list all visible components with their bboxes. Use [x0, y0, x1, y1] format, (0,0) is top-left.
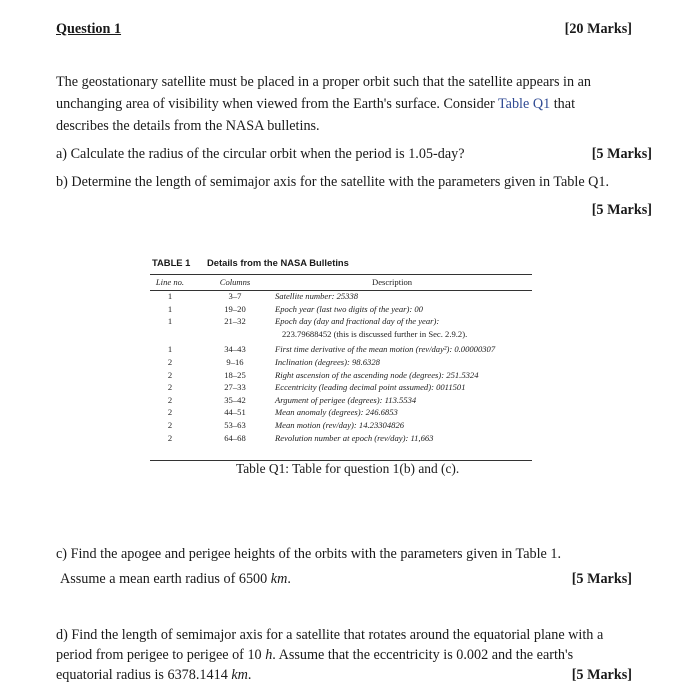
- part-b-text: b) Determine the length of semimajor axis for the satellite with the parameters given in Table Q1.: [56, 174, 610, 190]
- table-row: [0, 408, 681, 419]
- cell-columns: 64–68: [224, 432, 246, 443]
- part-c-line-2-text: Assume a mean earth radius of 6500 km.: [60, 571, 291, 587]
- intro-line-2: [56, 95, 575, 113]
- cell-description: Eccentricity (leading decimal point assumed): 0011501: [275, 382, 466, 393]
- cell-description: First time derivative of the mean motion (rev/day²): 0.00000307: [275, 344, 496, 355]
- cell-description: Mean motion (rev/day): 14.23304826: [275, 420, 405, 430]
- cell-description: Inclination (degrees): 98.6328: [275, 357, 380, 367]
- cell-columns: 21–32: [224, 316, 246, 327]
- table-top-rule: [150, 274, 532, 275]
- table-row: [0, 317, 681, 328]
- cell-line-no: 2: [167, 369, 173, 380]
- table-header-row: [0, 278, 681, 290]
- cell-description: Revolution number at epoch (rev/day): 11,663: [275, 432, 434, 443]
- cell-line-no: 2: [167, 420, 173, 430]
- table-row: [0, 396, 681, 407]
- question-title: Question 1: [56, 21, 122, 37]
- table-row: [0, 292, 681, 303]
- intro-line-3: describes the details from the NASA bulletins.: [56, 118, 320, 134]
- part-b-marks: [5 Marks]: [591, 202, 652, 218]
- cell-columns: 35–42: [224, 394, 246, 405]
- table-row: [0, 383, 681, 394]
- header-description: Description: [372, 277, 413, 287]
- table-q1-link[interactable]: Table Q1: [497, 96, 551, 112]
- table-row: [0, 345, 681, 356]
- part-c-line-2: [60, 570, 291, 588]
- cell-columns: 34–43: [224, 344, 246, 355]
- part-c-marks: [5 Marks]: [571, 571, 632, 587]
- cell-line-no: 2: [167, 382, 173, 393]
- cell-line-no: 2: [167, 394, 173, 405]
- cell-columns: 19–20: [224, 303, 246, 314]
- part-a-marks: [5 Marks]: [591, 146, 652, 162]
- cell-line-no: 2: [167, 407, 173, 418]
- cell-line-no: 2: [167, 357, 173, 367]
- part-a-text: a) Calculate the radius of the circular orbit when the period is 1.05-day?: [56, 146, 465, 162]
- cell-description: Epoch year (last two digits of the year): 00: [275, 303, 423, 314]
- table-label: TABLE 1: [152, 257, 191, 268]
- cell-description: Argument of perigee (degrees): 113.5534: [275, 394, 417, 405]
- table-body: [0, 292, 681, 457]
- table-caption: Table Q1: Table for question 1(b) and (c).: [236, 461, 460, 476]
- part-d-line-3-text: equatorial radius is 6378.1414 km.: [56, 667, 252, 683]
- intro-line-2-text: unchanging area of visibility when viewed from the Earth's surface. Consider: [56, 96, 498, 112]
- total-marks: [20 Marks]: [564, 21, 632, 37]
- part-c-line-1: c) Find the apogee and perigee heights of the orbits with the parameters given in Table 1.: [56, 546, 562, 562]
- cell-columns: 53–63: [224, 420, 246, 430]
- cell-columns: 27–33: [224, 382, 246, 393]
- part-d-line-1: d) Find the length of semimajor axis for a satellite that rotates around the equatorial plane with a: [56, 627, 604, 643]
- cell-line-no: 2: [167, 432, 173, 443]
- cell-line-no: 1: [167, 291, 173, 301]
- cell-description: Satellite number: 25338: [275, 291, 359, 301]
- cell-line-no: 1: [167, 303, 173, 314]
- cell-description: Epoch day (day and fractional day of the year):: [275, 316, 440, 327]
- table-title: Details from the NASA Bulletins: [207, 257, 349, 268]
- table-row: [0, 421, 681, 432]
- cell-line-no: 1: [167, 316, 173, 327]
- intro-line-1: The geostationary satellite must be placed in a proper orbit such that the satellite appears in an: [56, 74, 592, 90]
- cell-description: Right ascension of the ascending node (degrees): 251.5324: [275, 369, 479, 380]
- table-row: [0, 371, 681, 382]
- part-d-marks: [5 Marks]: [571, 667, 632, 683]
- cell-description: 223.79688452 (this is discussed further in Sec. 2.9.2).: [282, 328, 468, 339]
- header-columns: Columns: [219, 277, 251, 287]
- cell-line-no: 1: [167, 344, 173, 355]
- cell-columns: 44–51: [224, 407, 246, 418]
- part-d-line-2: period from perigee to perigee of 10 h. Assume that the eccentricity is 0.002 and the earth's: [56, 647, 574, 663]
- cell-columns: 18–25: [224, 369, 246, 380]
- table-row: [0, 330, 681, 341]
- part-d-line-3: [56, 666, 251, 684]
- table-row: [0, 305, 681, 316]
- intro-line-2-end: that: [550, 96, 576, 112]
- table-row: [0, 358, 681, 369]
- header-line-no: Line no.: [155, 277, 185, 287]
- table-row: [0, 434, 681, 445]
- cell-description: Mean anomaly (degrees): 246.6853: [275, 407, 398, 418]
- cell-columns: 3–7: [228, 291, 242, 301]
- cell-columns: 9–16: [226, 357, 244, 367]
